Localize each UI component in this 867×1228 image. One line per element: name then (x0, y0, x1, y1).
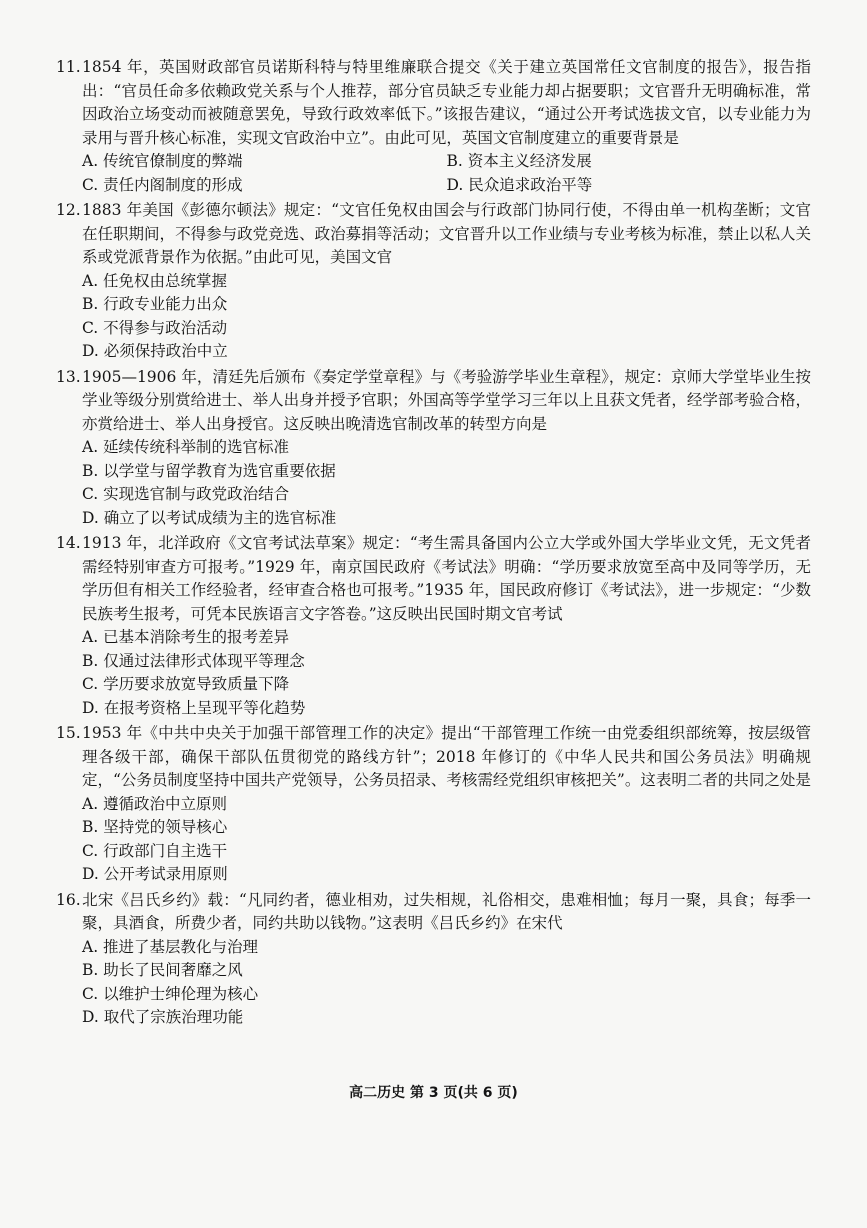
question-stem (56, 366, 811, 437)
option-d: D. 民众追求政治平等 (446, 175, 593, 194)
question-stem (56, 889, 811, 936)
question-stem (56, 56, 811, 150)
options-list (56, 270, 811, 364)
option-c: C. 不得参与政治活动 (82, 318, 228, 337)
option-c: C. 以维护士绅伦理为核心 (82, 984, 259, 1003)
question-stem (56, 532, 811, 626)
question-text: 1854 年，英国财政部官员诺斯科特与特里维廉联合提交《关于建立英国常任文官制度的报告》，报告指出：“官员任命多依赖政党关系与个人推荐，部分官员缺乏专业能力却占据要职；文官晋升无明确标准，常因政治立场变动而被随意罢免，导致行政效率低下。”该报告建议，“通过公开考试选拔文官，以专业能力为录用与晋升核心标准，实现文官政治中立”。由此可见，英国文官制度建立的重要背景是 (82, 58, 811, 147)
question-number: 12. (56, 201, 81, 219)
option-b: B. 坚持党的领导核心 (82, 818, 228, 836)
question-11 (56, 56, 811, 197)
question-number: 15. (56, 724, 81, 742)
option-a: A. 推进了基层教化与治理 (82, 937, 259, 956)
options-list (56, 626, 811, 720)
options-list (56, 793, 811, 887)
question-number: 13. (56, 367, 81, 386)
question-number: 11. (56, 58, 81, 76)
question-text: 1913 年，北洋政府《文官考试法草案》规定：“考生需具备国内公立大学或外国大学毕业文凭，无文凭者需经特别审查方可报考。”1929 年，南京国民政府《考试法》明确：“学历要求放宽至高中及同等学历，无学历但有相关工作经验者，经审查合格也可报考。”1935 年，国民政府修订《考试法》，进一步规定：“少数民族考生报考，可凭本民族语言文字答卷。”这反映出民国时期文官考试 (82, 534, 811, 623)
option-b: B. 以学堂与留学教育为选官重要依据 (82, 461, 336, 480)
question-12 (56, 199, 811, 364)
question-text: 1953 年《中共中央关于加强干部管理工作的决定》提出“干部管理工作统一由党委组织部统筹，按层级管理各级干部，确保干部队伍贯彻党的路线方针”；2018 年修订的《中华人民共和国公务员法》明确规定，“公务员制度坚持中国共产党领导，公务员招录、考核需经党组织审核把关”。这表明二者的共同之处是 (82, 724, 811, 789)
option-a: A. 遵循政治中立原则 (82, 794, 228, 813)
question-14 (56, 532, 811, 720)
question-number: 16. (56, 890, 81, 909)
option-d: D. 确立了以考试成绩为主的选官标准 (82, 508, 337, 527)
option-a: A. 已基本消除考生的报考差异 (82, 628, 290, 646)
question-stem (56, 722, 811, 793)
options-list (56, 436, 811, 530)
option-d: D. 取代了宗族治理功能 (82, 1008, 244, 1026)
question-15 (56, 722, 811, 887)
option-d: D. 在报考资格上呈现平等化趋势 (82, 698, 306, 717)
option-d: D. 必须保持政治中立 (82, 342, 228, 360)
option-b: B. 资本主义经济发展 (446, 152, 592, 170)
option-c: C. 行政部门自主选干 (82, 841, 228, 860)
option-d: D. 公开考试录用原则 (82, 865, 228, 883)
option-c: C. 学历要求放宽导致质量下降 (82, 675, 290, 693)
question-number: 14. (56, 534, 81, 552)
option-a: A. 传统官僚制度的弊端 (82, 152, 243, 170)
question-stem (56, 199, 811, 270)
question-13 (56, 366, 811, 531)
question-text: 北宋《吕氏乡约》载：“凡同约者，德业相劝，过失相规，礼俗相交，患难相恤；每月一聚，具食；每季一聚，具酒食，所费少者，同约共助以钱物。”这表明《吕氏乡约》在宋代 (82, 890, 811, 932)
option-c: C. 实现选官制与政党政治结合 (82, 485, 290, 503)
option-a: A. 任免权由总统掌握 (82, 271, 228, 290)
option-c: C. 责任内阁制度的形成 (82, 175, 243, 194)
page-footer: 高二历史 第 3 页(共 6 页) (349, 1085, 518, 1101)
option-b: B. 助长了民间奢靡之风 (82, 961, 243, 979)
question-text: 1883 年美国《彭德尔顿法》规定：“文官任免权由国会与行政部门协同行使，不得由单一机构垄断；文官在任职期间，不得参与政党竞选、政治募捐等活动；文官晋升以工作业绩与专业考核为标准，禁止以私人关系或党派背景作为依据。”由此可见，美国文官 (82, 201, 811, 266)
option-b: B. 仅通过法律形式体现平等理念 (82, 651, 305, 670)
options-list (56, 150, 811, 197)
option-a: A. 延续传统科举制的选官标准 (82, 438, 290, 456)
question-text: 1905—1906 年，清廷先后颁布《奏定学堂章程》与《考验游学毕业生章程》，规定：京师大学堂毕业生按学业等级分别赏给进士、举人出身并授予官职；外国高等学堂学习三年以上且获文凭者，经学部考验合格，亦赏给进士、举人出身授官。这反映出晚清选官制改革的转型方向是 (82, 367, 811, 433)
options-list (56, 936, 811, 1030)
question-16 (56, 889, 811, 1030)
option-b: B. 行政专业能力出众 (82, 295, 228, 313)
